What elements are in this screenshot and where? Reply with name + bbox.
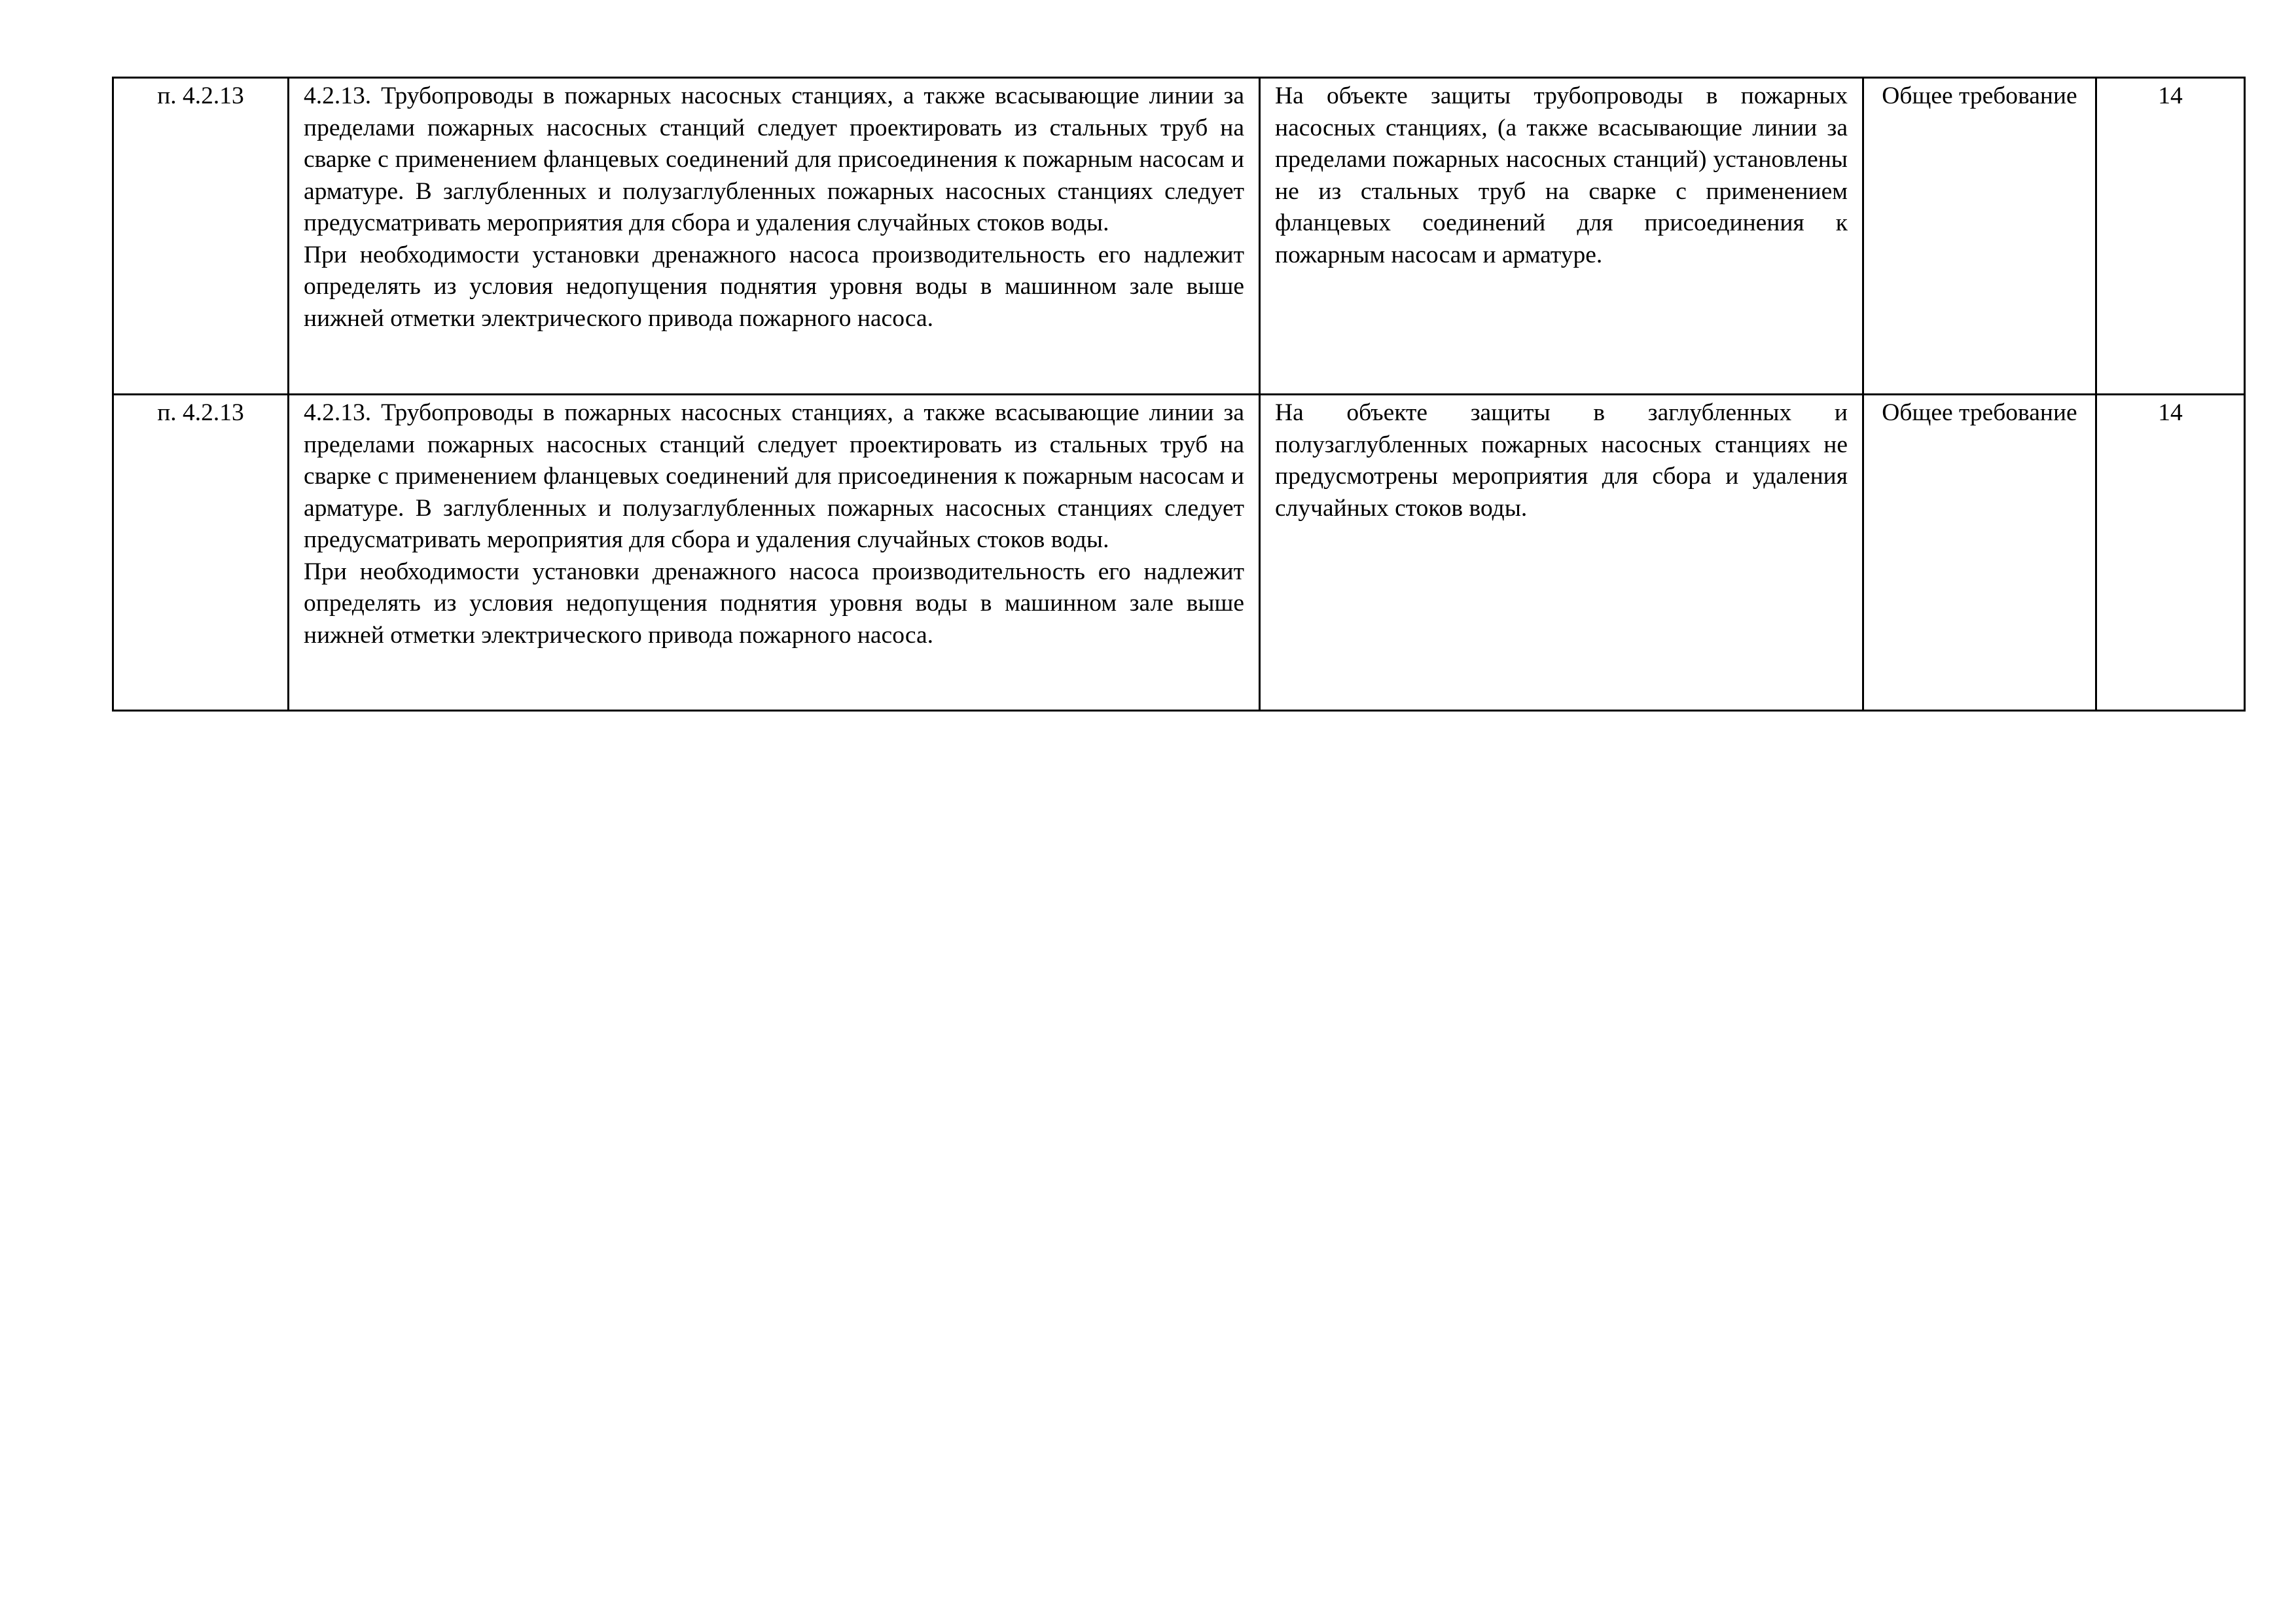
violation-description-cell: На объекте защиты трубопроводы в пожарных насосных станциях, (а также всасывающие линии за пределами пожарных насосных станций) установлены не из стальных труб на сварке с применением фланцевых соединений для присоединения к пожарным насосам и арматуре. xyxy=(1260,78,1863,395)
norm-reference-cell: п. 4.2.13 xyxy=(113,395,289,711)
requirement-type-cell: Общее требование xyxy=(1863,78,2096,395)
table-row xyxy=(113,395,2245,711)
requirement-paragraph: 4.2.13. Трубопроводы в пожарных насосных станциях, а также всасывающие линии за пределами пожарных насосных станций следует проектировать из стальных труб на сварке с применением фланцевых соединений для присоединения к пожарным насосам и арматуре. В заглубленных и полузаглубленных пожарных насосных станциях следует предусматривать мероприятия для сбора и удаления случайных стоков воды. xyxy=(304,82,1244,236)
table-row xyxy=(113,78,2245,395)
row-number-cell: 14 xyxy=(2096,78,2245,395)
requirement-paragraph: 4.2.13. Трубопроводы в пожарных насосных станциях, а также всасывающие линии за пределами пожарных насосных станций следует проектировать из стальных труб на сварке с применением фланцевых соединений для присоединения к пожарным насосам и арматуре. В заглубленных и полузаглубленных пожарных насосных станциях следует предусматривать мероприятия для сбора и удаления случайных стоков воды. xyxy=(304,399,1244,553)
requirement-paragraph: При необходимости установки дренажного насоса производительность его надлежит определять из условия недопущения поднятия уровня воды в машинном зале выше нижней отметки электрического привода пожарного насоса. xyxy=(304,558,1244,649)
requirement-text-cell xyxy=(289,395,1260,711)
requirement-text-cell xyxy=(289,78,1260,395)
row-number-cell: 14 xyxy=(2096,395,2245,711)
requirement-paragraph: При необходимости установки дренажного насоса производительность его надлежит определять из условия недопущения поднятия уровня воды в машинном зале выше нижней отметки электрического привода пожарного насоса. xyxy=(304,241,1244,332)
requirement-type-cell: Общее требование xyxy=(1863,395,2096,711)
norm-reference-cell: п. 4.2.13 xyxy=(113,78,289,395)
violations-table xyxy=(112,77,2246,712)
violation-description-cell: На объекте защиты в заглубленных и полузаглубленных пожарных насосных станциях не предусмотрены мероприятия для сбора и удаления случайных стоков воды. xyxy=(1260,395,1863,711)
